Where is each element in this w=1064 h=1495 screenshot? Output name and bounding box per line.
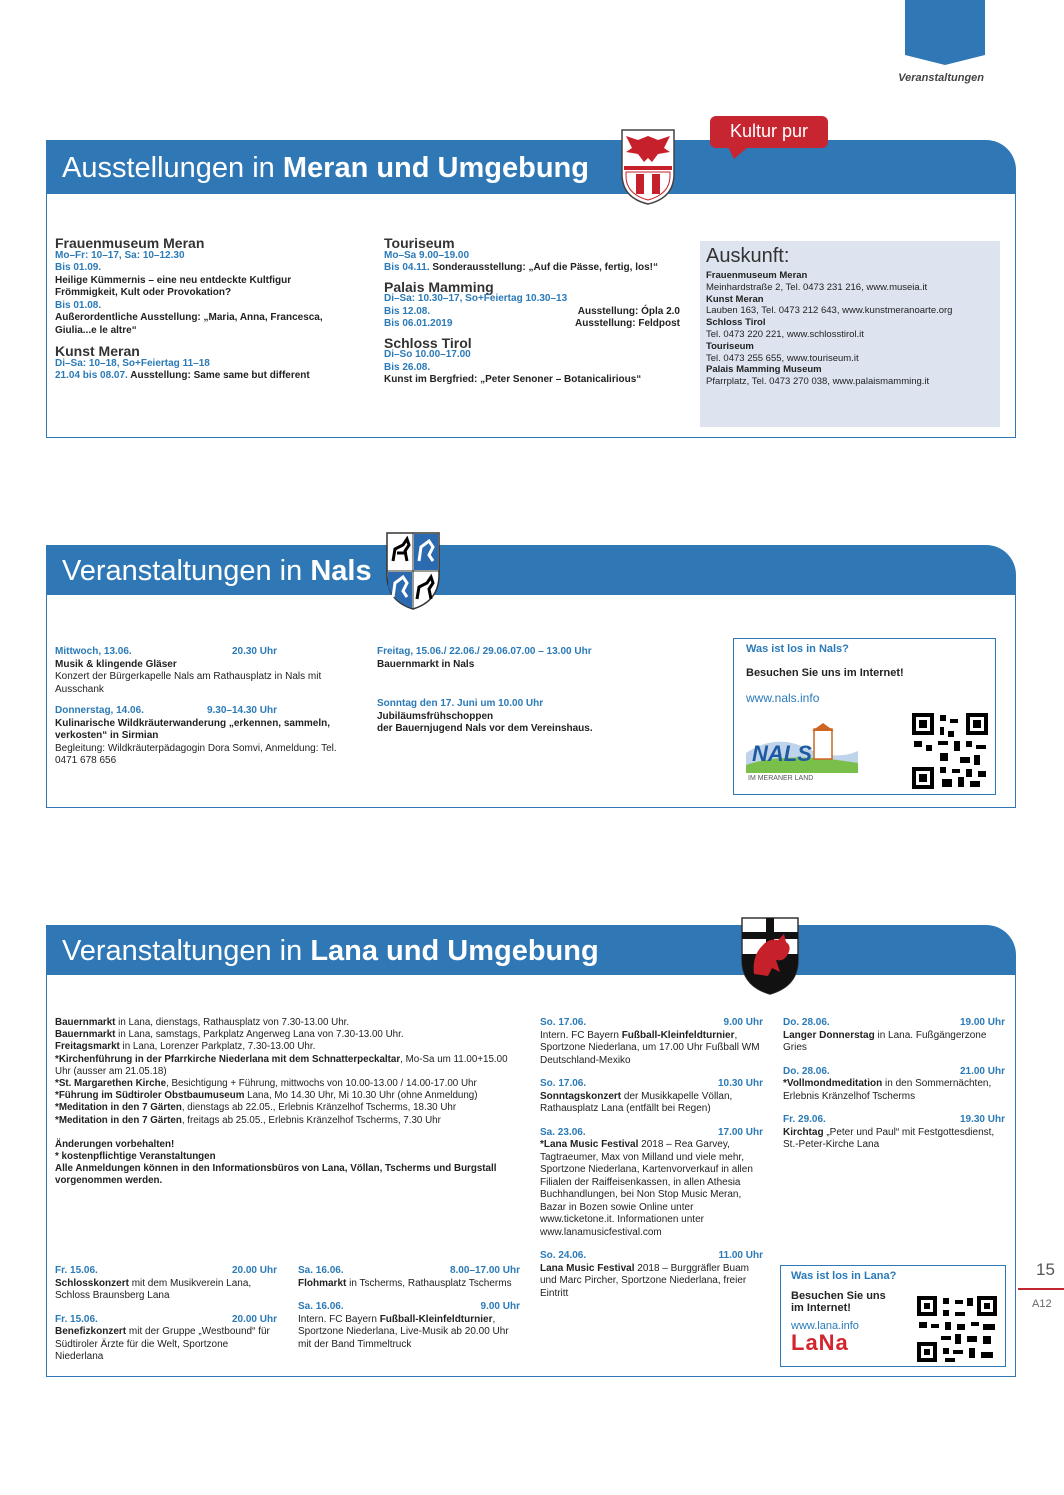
schloss-text: Kunst im Bergfried: „Peter Senoner – Botanicalirious“ xyxy=(384,374,642,385)
event-text: „Peter und Paul“ mit Festgottesdienst, St.-Peter-Kirche Lana xyxy=(783,1126,995,1150)
event-text: in Tscherms, Rathausplatz Tscherms xyxy=(346,1277,512,1289)
touriseum-until: Bis 04.11. xyxy=(384,262,430,273)
event-bold: Flohmarkt xyxy=(298,1277,347,1289)
lana-list-text: , Mo-Sa um 11.00+15.00 Uhr (ausser am 21.05.18) xyxy=(55,1053,508,1077)
event-bold: Lana Music Festival xyxy=(540,1262,635,1274)
mamming-hours: Di–Sa: 10.30–17, So+Feiertag 10.30–13 xyxy=(384,293,568,304)
auskunft-name: Kunst Meran xyxy=(706,293,764,305)
nals-e1-time: 20.30 Uhr xyxy=(231,646,277,657)
nals-e4-date: Sonntag den 17. Juni um 10.00 Uhr xyxy=(377,698,544,709)
frauenmuseum-title: Frauenmuseum Meran xyxy=(55,235,205,251)
nals-col2 xyxy=(377,646,677,736)
section-label: Veranstaltungen xyxy=(898,72,984,84)
event-text: in Lana. Fußgängerzone Gries xyxy=(783,1029,987,1053)
lana-list-bold: Bauernmarkt xyxy=(55,1017,116,1028)
lana-list-item xyxy=(55,1115,515,1127)
event-date: So. 17.06. xyxy=(540,1017,587,1028)
event-bold: Schlosskonzert xyxy=(55,1277,129,1289)
lana-list-text: in Lana, samstags, Parkplatz Angerweg Lana von 7.30-13.00 Uhr. xyxy=(115,1029,404,1041)
lana-list-item xyxy=(55,1041,515,1053)
nals-logo xyxy=(746,723,858,793)
kunst-hours: Di–Sa: 10–18, So+Feiertag 11–18 xyxy=(55,357,210,369)
event-date: Do. 28.06. xyxy=(783,1017,830,1028)
lana-list-bold: Freitagsmarkt xyxy=(55,1041,120,1053)
lana-list-item xyxy=(55,1078,515,1090)
event-text: 2018 – Rea Garvey, Tagtraeumer, Max von Milland und viele mehr, Sportzone Niederlana, Kartenvorverkauf in allen Filialen der Raiffeisenkassen, in allen Athesia Buchhandlungen, bei Non Stop Music Meran, Bazar in Bozen sowie Online unter www.ticketone.it. Informationen unter www.lanamusicfestival.com xyxy=(540,1139,753,1238)
nals-info-box xyxy=(733,638,996,795)
event-text: , Sportzone Niederlana, Live-Musik ab 20.00 Uhr mit der Band Timmeltruck xyxy=(298,1313,509,1350)
nals-e2-date: Donnerstag, 14.06. xyxy=(55,705,144,716)
nals-coat-of-arms-icon xyxy=(385,531,441,611)
event-date: Sa. 16.06. xyxy=(298,1301,344,1312)
lana-logo: LaNa xyxy=(791,1330,849,1355)
nals-title-bold: Nals xyxy=(310,555,372,587)
lana-list-bold: *St. Margarethen Kirche xyxy=(55,1078,167,1090)
meran-header xyxy=(46,140,1016,194)
lana-list-bold: *Kirchenführung in der Pfarrkirche Niederlana mit dem Schnatterpeckaltar xyxy=(55,1053,401,1065)
touriseum-text: Sonderausstellung: „Auf die Pässe, fertig, los!“ xyxy=(432,262,658,273)
lana-list-item xyxy=(55,1054,515,1078)
event-date: Do. 28.06. xyxy=(783,1065,830,1077)
nals-e1-title: Musik & klingende Gläser xyxy=(55,658,177,670)
lana-list-text: , Besichtigung + Führung, mittwochs von 10.00-13.00 / 14.00-17.00 Uhr xyxy=(166,1078,477,1090)
nals-header xyxy=(46,545,1016,595)
auskunft-name: Schloss Tirol xyxy=(706,317,766,329)
event-bold: *Lana Music Festival xyxy=(540,1139,639,1150)
kunst-title: Kunst Meran xyxy=(55,343,140,359)
lana-list-item xyxy=(55,1017,515,1029)
page-divider xyxy=(1018,1288,1064,1290)
event-text: Intern. FC Bayern xyxy=(540,1029,622,1041)
touriseum-block xyxy=(384,237,694,387)
lana-list-text: in Lana, dienstags, Rathausplatz von 7.30-13.00 Uhr. xyxy=(115,1017,350,1028)
lana-header xyxy=(46,925,1016,975)
lana-list-text: in Lana, Lorenzer Parkplatz, 7.30-13.00 Uhr. xyxy=(119,1041,316,1053)
kunst-text: Ausstellung: Same same but different xyxy=(130,370,310,381)
schloss-until: Bis 26.08. xyxy=(384,361,431,373)
mamming-text1: Ausstellung: Ópla 2.0 xyxy=(577,305,680,317)
event-text: , Sportzone Niederlana, um 17.00 Uhr Fußball WM Deutschland-Mexiko xyxy=(540,1029,760,1066)
event-time: 19.00 Uhr xyxy=(959,1017,1005,1028)
nals-col1 xyxy=(55,646,347,768)
page-tab-marker xyxy=(905,0,985,55)
frauenmuseum-hours: Mo–Fr: 10–17, Sa: 10–12.30 xyxy=(55,249,185,261)
lana-title-pre: Veranstaltungen in xyxy=(62,935,311,967)
mamming-title: Palais Mamming xyxy=(384,278,494,295)
event-time: 19.30 Uhr xyxy=(959,1114,1005,1125)
page-sub: A12 xyxy=(1032,1298,1052,1310)
mamming-text2: Ausstellung: Feldpost xyxy=(575,318,680,329)
event-text: der Musikkapelle Völlan, Rathausplatz Lana (entfällt bei Regen) xyxy=(540,1090,733,1114)
event-date: So. 24.06. xyxy=(540,1250,587,1261)
auskunft-panel xyxy=(700,241,1000,427)
lana-info-question: Was ist los in Lana? xyxy=(791,1270,897,1282)
lana-info-visit: Besuchen Sie uns im Internet! xyxy=(791,1290,886,1314)
nals-e2-title: Kulinarische Wildkräuterwanderung „erkennen, sammeln, verkosten“ in Sirmian xyxy=(55,717,330,741)
lana-list-text: , freitags ab 25.05., Erlebnis Kränzelhof Tscherms, 7.30 Uhr xyxy=(181,1114,441,1126)
event-bold: *Vollmondmeditation xyxy=(783,1078,883,1089)
event-time: 17.00 Uhr xyxy=(717,1126,763,1138)
event-bold: Kirchtag xyxy=(783,1126,824,1138)
auskunft-list xyxy=(706,270,994,388)
lana-note: * kostenpflichtige Veranstaltungen xyxy=(55,1151,216,1163)
event-bold: Sonntagskonzert xyxy=(540,1090,622,1102)
auskunft-info: Tel. 0473 255 655, www.touriseum.it xyxy=(706,352,859,364)
event-bold: Fußball-Kleinfeldturnier xyxy=(379,1313,493,1325)
event-time: 11.00 Uhr xyxy=(718,1250,763,1261)
lana-col-b xyxy=(298,1265,520,1351)
lana-note: Alle Anmeldungen können in den Informationsbüros von Lana, Völlan, Tscherms und Burgstall vorgenommen werden. xyxy=(55,1163,497,1187)
touriseum-title: Touriseum xyxy=(384,235,455,251)
event-date: Fr. 29.06. xyxy=(783,1114,826,1125)
lana-list-item xyxy=(55,1102,515,1114)
auskunft-title: Auskunft: xyxy=(706,245,790,267)
lana-note: Änderungen vorbehalten! xyxy=(55,1138,175,1150)
nals-e2-time: 9.30–14.30 Uhr xyxy=(206,705,277,716)
nals-e4-title1: Jubiläumsfrühschoppen xyxy=(377,710,494,722)
event-time: 9.00 Uhr xyxy=(480,1301,520,1312)
lana-markets xyxy=(55,1017,515,1188)
lana-list-bold: *Meditation in den 7 Gärten xyxy=(55,1114,182,1126)
touriseum-hours: Mo–Sa 9.00–19.00 xyxy=(384,249,470,261)
lana-list-text: Lana, Mo 14.30 Uhr, Mi 10.30 Uhr (ohne Anmeldung) xyxy=(244,1090,478,1102)
lana-col-a xyxy=(55,1265,277,1364)
auskunft-info: Lauben 163, Tel. 0473 212 643, www.kunstmeranoarte.org xyxy=(706,305,953,317)
auskunft-name: Frauenmuseum Meran xyxy=(706,270,808,281)
auskunft-info: Pfarrplatz, Tel. 0473 270 038, www.palaismamming.it xyxy=(706,376,930,388)
nals-e3-date: Freitag, 15.06./ 22.06./ 29.06.07.00 – 13.00 Uhr xyxy=(377,646,592,657)
auskunft-name: Touriseum xyxy=(706,340,754,352)
lana-list-bold: *Führung im Südtiroler Obstbaumuseum xyxy=(55,1090,245,1102)
event-date: Fr. 15.06. xyxy=(55,1313,98,1325)
auskunft-name: Palais Mamming Museum xyxy=(706,364,822,376)
event-bold: Langer Donnerstag xyxy=(783,1029,875,1041)
lana-list-item xyxy=(55,1090,515,1102)
frauenmuseum-text2: Außerordentliche Ausstellung: „Maria, Anna, Francesca, Giulia...e le altre“ xyxy=(55,312,323,336)
frauenmuseum-block xyxy=(55,237,355,383)
nals-qr-code-icon[interactable] xyxy=(910,711,990,791)
lana-list-bold: Bauernmarkt xyxy=(55,1029,116,1041)
meran-coat-of-arms-icon xyxy=(618,126,678,206)
event-time: 9.00 Uhr xyxy=(723,1017,763,1028)
nals-e4-title2: der Bauernjugend Nals vor dem Vereinshaus. xyxy=(377,723,593,734)
nals-info-visit: Besuchen Sie uns im Internet! xyxy=(746,667,904,679)
lana-col-d xyxy=(783,1017,1005,1152)
event-date: Sa. 16.06. xyxy=(298,1265,344,1276)
page-number: 15 xyxy=(1036,1260,1055,1279)
meran-title-pre: Ausstellungen in xyxy=(62,152,283,184)
lana-list-bold: *Meditation in den 7 Gärten xyxy=(55,1102,182,1114)
event-date: Fr. 15.06. xyxy=(55,1265,98,1276)
schloss-hours: Di–So 10.00–17.00 xyxy=(384,349,471,360)
schloss-title: Schloss Tirol xyxy=(384,334,472,351)
nals-e1-date: Mittwoch, 13.06. xyxy=(55,646,132,657)
badge-pointer xyxy=(728,147,748,159)
frauenmuseum-until2: Bis 01.08. xyxy=(55,299,102,311)
lana-title-bold: Lana und Umgebung xyxy=(310,935,599,967)
nals-info-question: Was ist los in Nals? xyxy=(746,643,849,655)
auskunft-info: Tel. 0473 220 221, www.schlosstirol.it xyxy=(706,328,864,340)
event-date: So. 17.06. xyxy=(540,1078,587,1089)
event-time: 20.00 Uhr xyxy=(231,1313,277,1325)
event-time: 10.30 Uhr xyxy=(717,1078,763,1089)
frauenmuseum-until1: Bis 01.09. xyxy=(55,262,102,273)
event-text: mit dem Musikverein Lana, Schloss Braunsberg Lana xyxy=(55,1277,252,1301)
event-time: 20.00 Uhr xyxy=(231,1265,277,1276)
mamming-until1: Bis 12.08. xyxy=(384,305,431,317)
event-text: in den Sommernächten, Erlebnis Kränzelhof Tscherms xyxy=(783,1078,992,1102)
lana-coat-of-arms-icon xyxy=(740,916,800,996)
lana-list-text: , dienstags ab 22.05., Erlebnis Kränzelhof Tscherms, 18.30 Uhr xyxy=(181,1102,457,1114)
meran-title-bold: Meran und Umgebung xyxy=(282,152,589,184)
event-date: Sa. 23.06. xyxy=(540,1126,586,1138)
lana-list-item xyxy=(55,1029,515,1041)
lana-qr-code-icon[interactable] xyxy=(915,1294,999,1364)
event-text: 2018 – Burggräfler Buam und Marc Pircher, Sportzone Niederlana, freier Eintritt xyxy=(540,1262,749,1299)
event-time: 8.00–17.00 Uhr xyxy=(449,1265,520,1276)
event-text: Intern. FC Bayern xyxy=(298,1313,380,1325)
event-bold: Fußball-Kleinfeldturnier xyxy=(621,1029,735,1041)
nals-e2-text: Begleitung: Wildkräuterpädagogin Dora Somvi, Anmeldung: Tel. 0471 678 656 xyxy=(55,742,337,766)
nals-logo-sub: IM MERANER LAND xyxy=(748,775,814,782)
auskunft-info: Meinhardstraße 2, Tel. 0473 231 216, www.museia.it xyxy=(706,281,928,293)
lana-info-url[interactable]: www.lana.info xyxy=(791,1320,859,1332)
lana-col-c xyxy=(540,1017,763,1300)
lana-info-box xyxy=(780,1265,1006,1367)
frauenmuseum-text1: Heilige Kümmernis – eine neu entdeckte Kultfigur Frömmigkeit, Kult oder Provokation? xyxy=(55,274,292,298)
nals-logo-text: NALS xyxy=(752,741,812,766)
nals-info-url[interactable]: www.nals.info xyxy=(746,691,820,705)
event-bold: Benefizkonzert xyxy=(55,1326,127,1337)
event-text: mit der Gruppe „Westbound“ für Südtiroler Ärzte für die Welt, Sportzone Niederlana xyxy=(55,1326,270,1362)
mamming-until2: Bis 06.01.2019 xyxy=(384,318,453,329)
nals-title-pre: Veranstaltungen in xyxy=(62,555,311,587)
event-time: 21.00 Uhr xyxy=(959,1065,1005,1077)
kunst-dates: 21.04 bis 08.07. xyxy=(55,370,128,381)
kultur-pur-badge: Kultur pur xyxy=(710,116,828,148)
nals-e1-text: Konzert der Bürgerkapelle Nals am Rathausplatz in Nals mit Ausschank xyxy=(55,671,322,695)
nals-e3-title: Bauernmarkt in Nals xyxy=(377,658,475,670)
